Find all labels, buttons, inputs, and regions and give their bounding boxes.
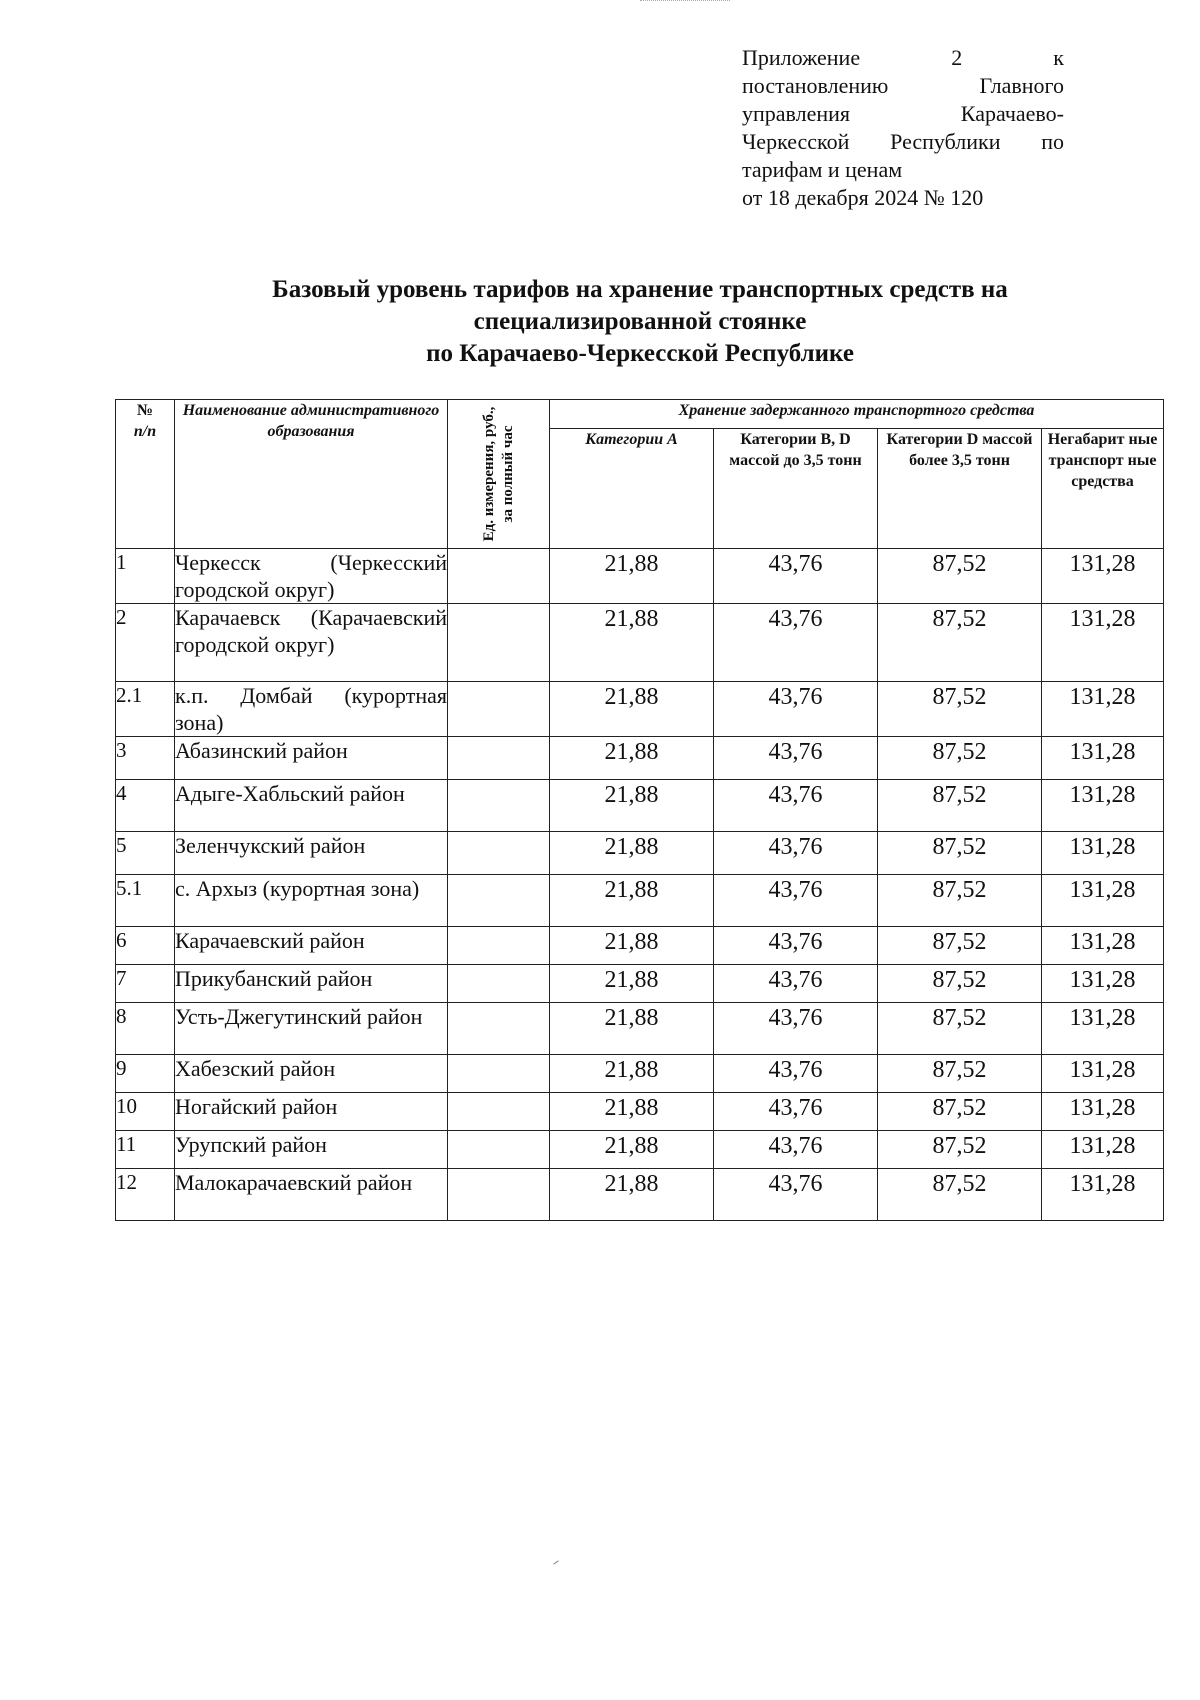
row-category-a: 21,88 [550,780,714,832]
row-category-a: 21,88 [550,927,714,965]
row-oversized: 131,28 [1042,549,1164,604]
row-category-a: 21,88 [550,1093,714,1131]
row-number: 5.1 [116,875,175,927]
row-name: Прикубанский район [175,965,448,1003]
row-name: Ногайский район [175,1093,448,1131]
row-oversized: 131,28 [1042,780,1164,832]
row-category-a: 21,88 [550,604,714,682]
row-oversized: 131,28 [1042,1169,1164,1221]
row-unit [448,780,550,832]
row-name: Карачаевский район [175,927,448,965]
row-category-bd: 43,76 [714,832,878,875]
row-category-bd: 43,76 [714,737,878,780]
row-oversized: 131,28 [1042,1131,1164,1169]
row-category-bd: 43,76 [714,927,878,965]
row-category-d: 87,52 [878,1003,1042,1055]
row-name: Карачаевск (Карачаевский городской округ) [175,604,448,682]
table-row [116,737,1164,780]
row-category-d: 87,52 [878,780,1042,832]
title-line-1: Базовый уровень тарифов на хранение транспортных средств на [272,276,1008,303]
table-row [116,549,1164,604]
row-category-bd: 43,76 [714,875,878,927]
header-category-bd: Категории B, D массой до 3,5 тонн [714,429,878,549]
row-number: 11 [116,1131,175,1169]
annex-line: Приложение 2 к [742,45,1064,70]
row-category-bd: 43,76 [714,1093,878,1131]
row-name: Урупский район [175,1131,448,1169]
table-row [116,875,1164,927]
row-unit [448,1131,550,1169]
table-row [116,965,1164,1003]
row-oversized: 131,28 [1042,737,1164,780]
row-name: Малокарачаевский район [175,1169,448,1221]
table-row [116,682,1164,737]
row-unit [448,1003,550,1055]
document-title [115,274,1165,370]
row-category-bd: 43,76 [714,604,878,682]
row-category-bd: 43,76 [714,1003,878,1055]
row-oversized: 131,28 [1042,1003,1164,1055]
table-row [116,1131,1164,1169]
table-body [116,549,1164,1221]
header-oversized: Негабарит ные транспорт ные средства [1042,429,1164,549]
header-storage-group: Хранение задержанного транспортного средства [550,400,1164,429]
row-category-a: 21,88 [550,875,714,927]
row-name: Абазинский район [175,737,448,780]
row-category-d: 87,52 [878,737,1042,780]
title-line-3: по Карачаево-Черкесской Республике [426,340,854,367]
row-category-bd: 43,76 [714,549,878,604]
row-name: с. Архыз (курортная зона) [175,875,448,927]
row-oversized: 131,28 [1042,1055,1164,1093]
row-number: 9 [116,1055,175,1093]
row-category-a: 21,88 [550,1131,714,1169]
table-row [116,1169,1164,1221]
table-row [116,1055,1164,1093]
row-number: 10 [116,1093,175,1131]
header-number-pp: п/п [133,423,157,440]
row-name: к.п. Домбай (курортная зона) [175,683,447,735]
row-category-bd: 43,76 [714,1169,878,1221]
table-row [116,927,1164,965]
row-oversized: 131,28 [1042,832,1164,875]
row-unit [448,965,550,1003]
row-number: 4 [116,780,175,832]
row-name: Усть-Джегутинский район [175,1003,448,1055]
header-category-a: Категории А [550,429,714,549]
row-name: Зеленчукский район [175,832,448,875]
row-name: Хабезский район [175,1055,448,1093]
header-number [116,400,175,549]
row-category-d: 87,52 [878,604,1042,682]
row-category-a: 21,88 [550,832,714,875]
header-unit [448,400,550,549]
scan-artifact-top [640,0,730,4]
row-category-d: 87,52 [878,549,1042,604]
row-unit [448,682,550,737]
row-category-a: 21,88 [550,965,714,1003]
header-number-sign: № [136,402,154,419]
row-category-d: 87,52 [878,1055,1042,1093]
row-number: 1 [116,549,175,604]
row-number: 3 [116,737,175,780]
annex-block [742,44,1064,212]
row-category-d: 87,52 [878,927,1042,965]
row-number: 6 [116,927,175,965]
row-unit [448,604,550,682]
row-oversized: 131,28 [1042,875,1164,927]
scan-artifact-mark [553,1560,558,1564]
table-row [116,604,1164,682]
annex-line: постановлению Главного [742,73,1064,98]
header-category-d: Категории D массой более 3,5 тонн [878,429,1042,549]
row-oversized: 131,28 [1042,1093,1164,1131]
row-unit [448,1093,550,1131]
row-category-d: 87,52 [878,1093,1042,1131]
row-category-a: 21,88 [550,1003,714,1055]
row-unit [448,1169,550,1221]
row-category-a: 21,88 [550,549,714,604]
row-oversized: 131,28 [1042,682,1164,737]
row-oversized: 131,28 [1042,965,1164,1003]
annex-line: управления Карачаево- [742,101,1064,126]
row-unit [448,1055,550,1093]
annex-line: Черкесской Республики по [742,129,1064,154]
row-category-a: 21,88 [550,682,714,737]
row-unit [448,549,550,604]
row-category-a: 21,88 [550,737,714,780]
header-row-1 [116,400,1164,429]
row-name: Адыге-Хабльский район [175,780,448,832]
row-category-bd: 43,76 [714,1131,878,1169]
row-number: 7 [116,965,175,1003]
annex-line: от 18 декабря 2024 № 120 [742,185,984,210]
row-number: 12 [116,1169,175,1221]
header-unit-text: Ед. измерения, руб., за полный час [480,406,516,542]
row-unit [448,875,550,927]
row-number: 2 [116,604,175,682]
header-name: Наименование административного образования [175,400,448,549]
tariff-table [115,399,1164,1221]
row-unit [448,832,550,875]
row-category-a: 21,88 [550,1055,714,1093]
row-category-d: 87,52 [878,682,1042,737]
row-category-a: 21,88 [550,1169,714,1221]
row-unit [448,737,550,780]
row-category-d: 87,52 [878,1169,1042,1221]
table-row [116,780,1164,832]
row-category-bd: 43,76 [714,1055,878,1093]
row-category-bd: 43,76 [714,965,878,1003]
row-number: 2.1 [116,682,175,737]
row-category-bd: 43,76 [714,682,878,737]
row-category-d: 87,52 [878,875,1042,927]
row-category-d: 87,52 [878,965,1042,1003]
table-row [116,1093,1164,1131]
title-line-2: специализированной стоянке [473,308,807,335]
row-name: Черкесск (Черкесский городской округ) [175,550,447,602]
row-category-d: 87,52 [878,1131,1042,1169]
row-unit [448,927,550,965]
table-row [116,1003,1164,1055]
row-number: 8 [116,1003,175,1055]
row-oversized: 131,28 [1042,927,1164,965]
row-number: 5 [116,832,175,875]
row-oversized: 131,28 [1042,604,1164,682]
annex-line: тарифам и ценам [742,157,903,182]
row-category-d: 87,52 [878,832,1042,875]
row-category-bd: 43,76 [714,780,878,832]
table-row [116,832,1164,875]
